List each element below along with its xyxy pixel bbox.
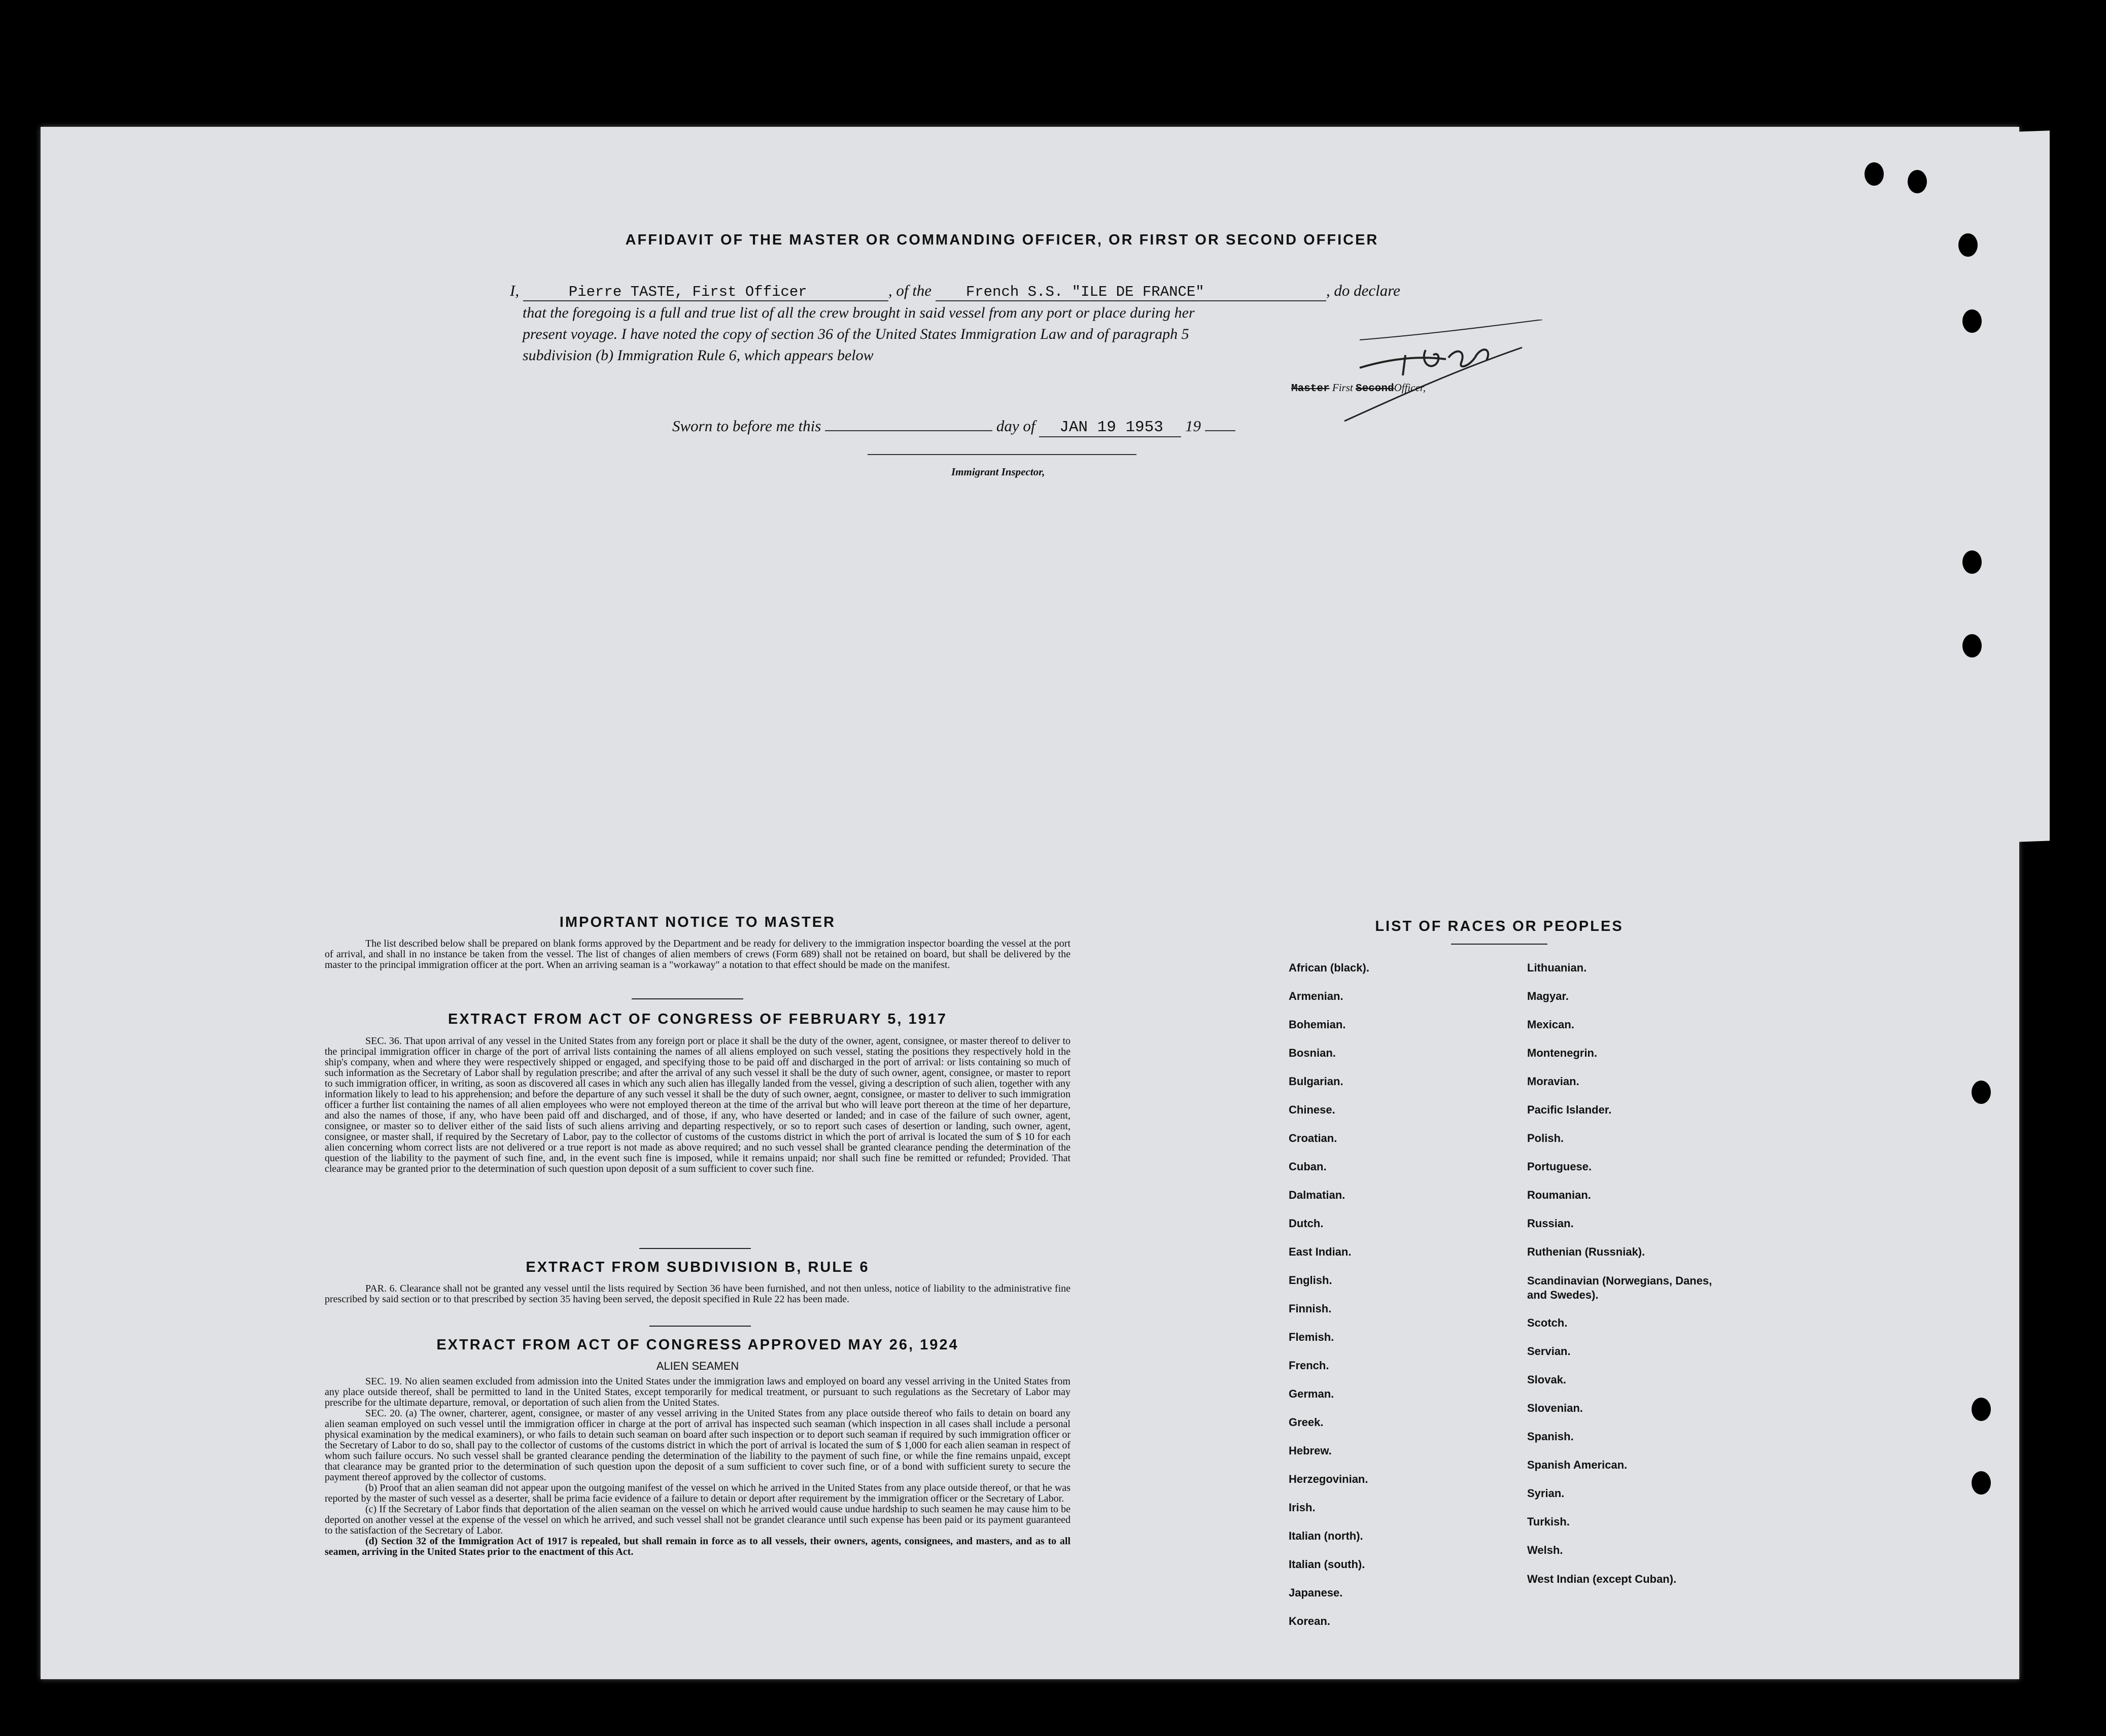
- race-item: Flemish.: [1289, 1331, 1334, 1343]
- extract-1924-subtitle: ALIEN SEAMEN: [656, 1360, 739, 1372]
- race-item: Magyar.: [1527, 990, 1569, 1002]
- race-item: Scotch.: [1527, 1316, 1568, 1329]
- race-item: Slovak.: [1527, 1373, 1567, 1386]
- race-item: German.: [1289, 1387, 1334, 1400]
- officer-rank-line: [1291, 381, 1426, 395]
- race-item: Dutch.: [1289, 1217, 1324, 1230]
- race-item: Russian.: [1527, 1217, 1574, 1230]
- race-item: Scandinavian (Norwegians, Danes, and Swedes).: [1527, 1274, 1712, 1301]
- races-right-column: [1527, 961, 1715, 1601]
- race-item: Portuguese.: [1527, 1160, 1592, 1173]
- race-item: Pacific Islander.: [1527, 1103, 1612, 1116]
- punch-hole: [1972, 1471, 1991, 1495]
- affidavit-title: AFFIDAVIT OF THE MASTER OR COMMANDING OFFICER, OR FIRST OR SECOND OFFICER: [625, 232, 1379, 248]
- punch-hole: [1908, 170, 1927, 193]
- notice-body: The list described below shall be prepared on blank forms approved by the Department and be ready for delivery to the immigration inspector boarding the vessel at the port of arrival, and shall in no instance be taken from the vessel. The list of changes of alien members of crews (Form 689) shall not be retained on board, but shall be delivered by the master to the principal immigration officer at the port. When an arriving seaman is a "workaway" a notation to that effect should be made on the manifest.: [325, 938, 1071, 970]
- race-item: Cuban.: [1289, 1160, 1327, 1173]
- race-item: Moravian.: [1527, 1075, 1579, 1088]
- punch-hole: [1865, 162, 1884, 186]
- officer-signature: [1339, 320, 1552, 431]
- race-item: Mexican.: [1527, 1018, 1574, 1031]
- race-item: Italian (north).: [1289, 1530, 1363, 1542]
- extract-1924-body: [325, 1376, 1071, 1557]
- race-item: Bulgarian.: [1289, 1075, 1343, 1088]
- day-blank: [825, 430, 992, 431]
- notice-title: IMPORTANT NOTICE TO MASTER: [559, 914, 836, 930]
- race-item: Turkish.: [1527, 1515, 1570, 1528]
- punch-hole: [1958, 233, 1978, 257]
- race-item: Herzegovinian.: [1289, 1473, 1368, 1485]
- date-blank: [1039, 417, 1181, 437]
- struck-master: Master: [1291, 383, 1330, 395]
- day-of-label: day of: [996, 417, 1035, 435]
- race-item: Montenegrin.: [1527, 1047, 1598, 1059]
- race-item: Ruthenian (Russniak).: [1527, 1245, 1645, 1258]
- race-item: Bosnian.: [1289, 1047, 1336, 1059]
- races-title: LIST OF RACES OR PEOPLES: [1375, 918, 1624, 934]
- divider: [632, 998, 743, 999]
- race-item: Lithuanian.: [1527, 961, 1587, 974]
- divider: [639, 1248, 751, 1249]
- sworn-label: Sworn to before me this: [672, 417, 821, 435]
- inspector-label: Immigrant Inspector,: [951, 466, 1045, 478]
- extract-1917-body: SEC. 36. That upon arrival of any vessel in the United States from any foreign port or place it shall be the duty of the owner, agent, consignee, or master thereof to deliver to the principal immigration officer in charge of the port of arrival lists containing the names of all aliens employed on such vessel, stating the positions they respectively hold in the ship's company, when and where they were respectively shipped or engaged, and specifying those to be paid off and discharged in the port of arrival: or lists containing so much of such information as the Secretary of Labor shall by regulation prescribe; and after the arrival of any such vessel it shall be the duty of such owner, agent, consignee, or master to report to such immigration officer, in writing, as soon as discovered all cases in which any such alien has illegally landed from the vessel, giving a description of such alien, together with any information likely to lead to his apprehension; and before the departure of any such vessel it shall be the duty of such owner, aegnt, consignee, or master to deliver to such immigration officer a further list containing the names of all alien employees who were not employed thereon at the time of the arrival but who will leave port thereon at the time of her departure, and also the names of those, if any, who have been paid off and discharged, and of those, if any, who have deserted or landed; and in case of the failure of such owner, agent, consignee, or master so to deliver either of the said lists of such aliens arriving and departing respectively, or so to report such cases of desertion or landing, such owner, agent, consignee, or master shall, if required by the Secretary of Labor, pay to the collector of customs of the customs district in which the port of arrival is located the sum of $ 10 for each alien concerning whom correct lists are not delivered or a true report is not made as above required; and no such vessel shall be granted clearance pending the determination of the question of the liability to the payment of such fine, and, in the event such fine is imposed, while it remains unpaid; nor shall such fine be remitted or refunded; Provided. That clearance may be granted prior to the determination of such question upon deposit of a sum sufficient to cover such fine.: [325, 1035, 1071, 1174]
- sec20a-text: SEC. 20. (a) The owner, charterer, agent, consignee, or master of any vessel arriving in the United States from any place outside thereof who fails to detain on board any alien seaman employed on such vessel until the immigration officer in charge at the port of arrival has inspected such seaman (which inspection in all cases shall include a personal physical examination by the medical examiners), or who fails to detain such seaman on board after such inspection or to deport such seaman if required by such immigration officer or the Secretary of Labor to do so, shall pay to the collector of customs of the customs district in which the port of arrival is located the sum of $ 1,000 for each alien seaman in respect of whom such failure occurs. No such vessel shall be granted clearance pending the determination of the liability to the payment of such fine, or while the fine remains unpaid, except that clearance may be granted prior to the determination of such question upon the deposit of a sum sufficient to cover such fine, or of a bond with sufficient surety to secure the payment thereof approved by the collector of customs.: [325, 1408, 1071, 1483]
- race-item: Spanish American.: [1527, 1459, 1628, 1471]
- punch-hole: [1962, 550, 1982, 574]
- races-left-column: [1289, 961, 1502, 1643]
- extract-1924-title: EXTRACT FROM ACT OF CONGRESS APPROVED MAY 26, 1924: [436, 1337, 959, 1353]
- race-item: French.: [1289, 1359, 1329, 1372]
- rule6-body: PAR. 6. Clearance shall not be granted any vessel until the lists required by Section 36 have been furnished, and not then unless, notice of liability to the administrative fine prescribed by said section or to that prescribed by section 35 having been served, the deposit specified in Rule 22 has been made.: [325, 1283, 1071, 1305]
- sworn-line: [672, 417, 1235, 437]
- affidavit-line-1: [510, 282, 1400, 301]
- first-label: First: [1332, 381, 1353, 394]
- race-item: Polish.: [1527, 1132, 1564, 1144]
- divider: [649, 1326, 751, 1327]
- race-item: Roumanian.: [1527, 1189, 1591, 1201]
- sec20c-text: (c) If the Secretary of Labor finds that deportation of the alien seaman on the vessel on which he arrived would cause undue hardship to such seamen he may cause him to be deported on another vessel at the expense of the vessel on which he arrived, and such vessel shall not be grandet clearance until such expense has been paid or its payment guaranteed to the satisfaction of the Secretary of Labor.: [325, 1504, 1071, 1536]
- i-label: I,: [510, 282, 520, 299]
- race-item: Slovenian.: [1527, 1402, 1583, 1414]
- race-item: Greek.: [1289, 1416, 1324, 1429]
- race-item: Irish.: [1289, 1501, 1316, 1514]
- struck-second: Second: [1355, 383, 1394, 395]
- race-item: Armenian.: [1289, 990, 1343, 1002]
- inspector-line: [868, 454, 1136, 455]
- race-item: Servian.: [1527, 1345, 1571, 1358]
- race-item: Hebrew.: [1289, 1444, 1332, 1457]
- divider: [1451, 944, 1547, 945]
- officer-name: Pierre TASTE, First Officer: [523, 284, 888, 301]
- race-item: West Indian (except Cuban).: [1527, 1573, 1677, 1585]
- sec19-text: SEC. 19. No alien seamen excluded from admission into the United States under the immigration laws and employed on board any vessel arriving in the United States from any place outside thereof, shall be permitted to land in the United States, except temporarily for medical treatment, or pursuant to such regulations as the Secretary of Labor may prescribe for the ultimate departure, removal, or deportation of such alien from the United States.: [325, 1376, 1071, 1408]
- race-item: Croatian.: [1289, 1132, 1337, 1144]
- sec20d-text: (d) Section 32 of the Immigration Act of 1917 is repealed, but shall remain in force as to all vessels, their owners, agents, consignees, and masters, and as to all seamen, arriving in the United States prior to the enactment of this Act.: [325, 1536, 1071, 1557]
- punch-hole: [1972, 1081, 1991, 1104]
- punch-hole: [1962, 309, 1982, 333]
- race-item: Syrian.: [1527, 1487, 1565, 1500]
- do-declare-label: , do declare: [1326, 282, 1400, 299]
- sec20b-text: (b) Proof that an alien seaman did not appear upon the outgoing manifest of the vessel on which he arrived in the United States from any place outside thereof, or that he was reported by the master of such vessel as a deserter, shall be prima facie evidence of a failure to detain or deport after requirement by the immigration officer or the Secretary of Labor.: [325, 1482, 1071, 1504]
- race-item: Korean.: [1289, 1615, 1330, 1627]
- race-item: Finnish.: [1289, 1302, 1332, 1315]
- race-item: Welsh.: [1527, 1544, 1563, 1556]
- year-blank: [1205, 430, 1235, 431]
- affidavit-line-4: subdivision (b) Immigration Rule 6, which appears below: [523, 347, 874, 364]
- punch-hole: [1962, 634, 1982, 657]
- race-item: Chinese.: [1289, 1103, 1335, 1116]
- race-item: African (black).: [1289, 961, 1369, 974]
- race-item: Spanish.: [1527, 1430, 1574, 1443]
- affidavit-line-3: present voyage. I have noted the copy of section 36 of the United States Immigration Law and of paragraph 5: [523, 326, 1189, 342]
- race-item: Bohemian.: [1289, 1018, 1346, 1031]
- vessel-name: French S.S. "ILE DE FRANCE": [936, 284, 1326, 301]
- race-item: Italian (south).: [1289, 1558, 1365, 1571]
- punch-hole: [1972, 1398, 1991, 1421]
- date-stamp: JAN 19 1953: [1059, 419, 1163, 436]
- affidavit-line-2: that the foregoing is a full and true list of all the crew brought in said vessel from any port or place during her: [523, 304, 1195, 321]
- page-edge-tab: [1974, 130, 2050, 843]
- year-prefix: 19: [1185, 417, 1201, 435]
- race-item: Dalmatian.: [1289, 1189, 1345, 1201]
- officer-suffix: Officer,: [1394, 381, 1426, 394]
- extract-1917-title: EXTRACT FROM ACT OF CONGRESS OF FEBRUARY 5, 1917: [447, 1011, 948, 1027]
- rule6-title: EXTRACT FROM SUBDIVISION B, RULE 6: [526, 1259, 870, 1275]
- race-item: East Indian.: [1289, 1245, 1352, 1258]
- race-item: English.: [1289, 1274, 1332, 1287]
- of-the-label: , of the: [888, 282, 932, 299]
- race-item: Japanese.: [1289, 1586, 1343, 1599]
